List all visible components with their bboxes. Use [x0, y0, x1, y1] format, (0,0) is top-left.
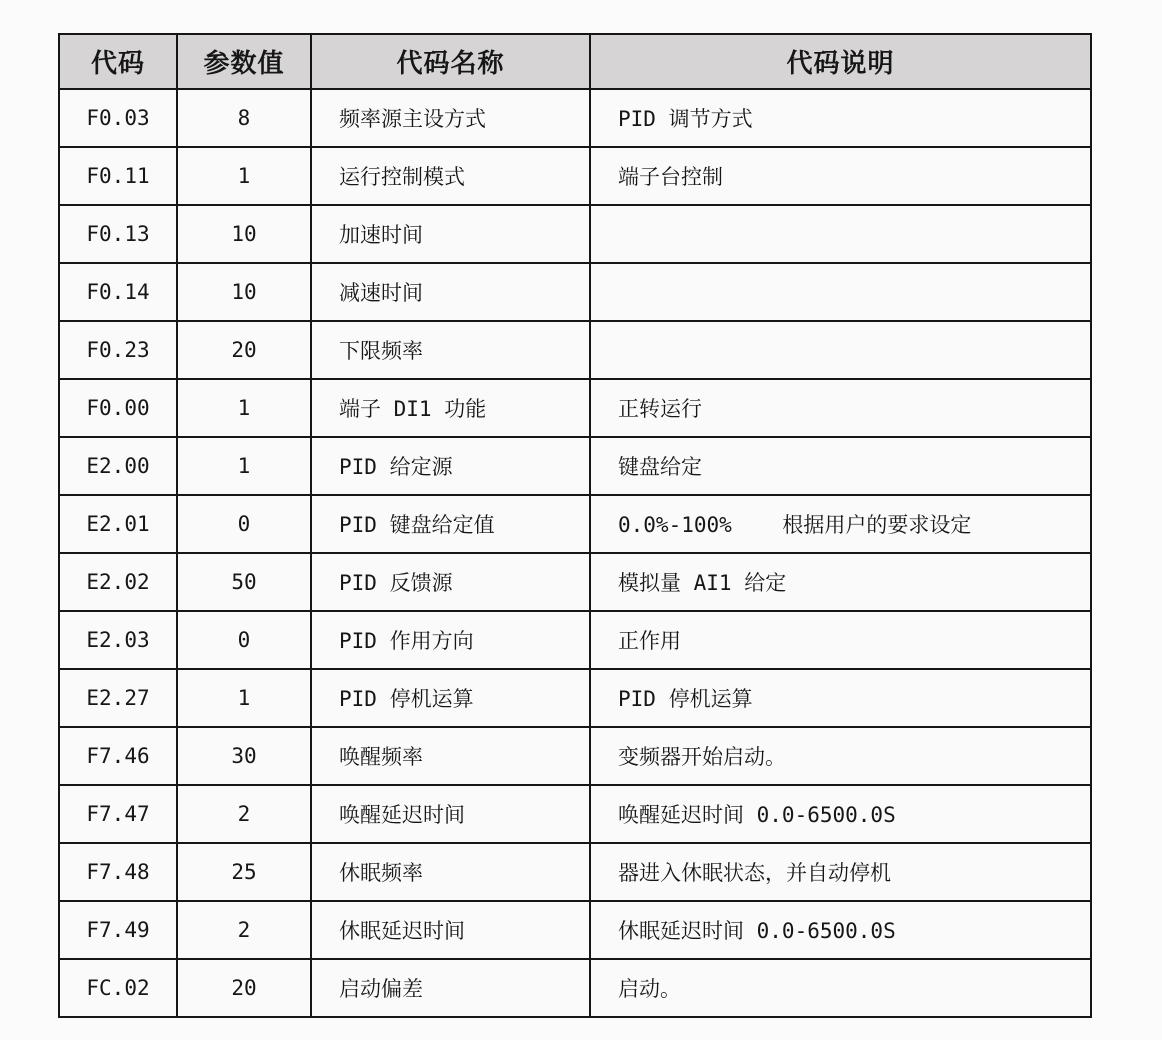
code-cell: E2.01: [59, 495, 177, 553]
code-cell: F0.03: [59, 89, 177, 147]
value-cell: 1: [177, 437, 311, 495]
desc-cell: 启动。: [590, 959, 1091, 1017]
table-row: [59, 437, 1091, 495]
desc-cell: 休眠延迟时间 0.0-6500.0S: [590, 901, 1091, 959]
desc-cell: 唤醒延迟时间 0.0-6500.0S: [590, 785, 1091, 843]
table-row: [59, 147, 1091, 205]
desc-cell: 键盘给定: [590, 437, 1091, 495]
desc-cell: [590, 205, 1091, 263]
code-cell: F7.48: [59, 843, 177, 901]
code-cell: F0.00: [59, 379, 177, 437]
name-cell: 下限频率: [311, 321, 590, 379]
table-header-row: [59, 34, 1091, 89]
table-row: [59, 495, 1091, 553]
table-row: [59, 785, 1091, 843]
name-cell: PID 反馈源: [311, 553, 590, 611]
header-name: 代码名称: [311, 34, 590, 89]
desc-cell: 正作用: [590, 611, 1091, 669]
header-value: 参数值: [177, 34, 311, 89]
value-cell: 20: [177, 321, 311, 379]
desc-cell: 模拟量 AI1 给定: [590, 553, 1091, 611]
name-cell: 端子 DI1 功能: [311, 379, 590, 437]
desc-cell: 端子台控制: [590, 147, 1091, 205]
desc-cell: PID 调节方式: [590, 89, 1091, 147]
name-cell: 休眠频率: [311, 843, 590, 901]
desc-cell: [590, 321, 1091, 379]
value-cell: 8: [177, 89, 311, 147]
name-cell: 加速时间: [311, 205, 590, 263]
value-cell: 20: [177, 959, 311, 1017]
value-cell: 0: [177, 495, 311, 553]
table-row: [59, 669, 1091, 727]
desc-cell: [590, 263, 1091, 321]
value-cell: 10: [177, 263, 311, 321]
name-cell: PID 键盘给定值: [311, 495, 590, 553]
name-cell: PID 给定源: [311, 437, 590, 495]
code-cell: F7.46: [59, 727, 177, 785]
desc-cell: 变频器开始启动。: [590, 727, 1091, 785]
table-row: [59, 263, 1091, 321]
value-cell: 1: [177, 147, 311, 205]
name-cell: PID 停机运算: [311, 669, 590, 727]
name-cell: 运行控制模式: [311, 147, 590, 205]
code-cell: FC.02: [59, 959, 177, 1017]
value-cell: 2: [177, 785, 311, 843]
code-cell: E2.03: [59, 611, 177, 669]
value-cell: 25: [177, 843, 311, 901]
code-cell: F0.14: [59, 263, 177, 321]
table-row: [59, 321, 1091, 379]
name-cell: 启动偏差: [311, 959, 590, 1017]
name-cell: PID 作用方向: [311, 611, 590, 669]
value-cell: 1: [177, 379, 311, 437]
name-cell: 休眠延迟时间: [311, 901, 590, 959]
value-cell: 30: [177, 727, 311, 785]
value-cell: 10: [177, 205, 311, 263]
desc-cell: 正转运行: [590, 379, 1091, 437]
parameter-table-container: [58, 33, 1092, 1018]
name-cell: 唤醒频率: [311, 727, 590, 785]
table-row: [59, 89, 1091, 147]
code-cell: F7.49: [59, 901, 177, 959]
name-cell: 减速时间: [311, 263, 590, 321]
header-desc: 代码说明: [590, 34, 1091, 89]
desc-cell: 0.0%-100% 根据用户的要求设定: [590, 495, 1091, 553]
table-row: [59, 553, 1091, 611]
parameter-table: [58, 33, 1092, 1018]
header-code: 代码: [59, 34, 177, 89]
desc-cell: 器进入休眠状态，并自动停机: [590, 843, 1091, 901]
code-cell: E2.27: [59, 669, 177, 727]
code-cell: F0.13: [59, 205, 177, 263]
code-cell: E2.00: [59, 437, 177, 495]
table-row: [59, 901, 1091, 959]
table-row: [59, 843, 1091, 901]
code-cell: F0.11: [59, 147, 177, 205]
value-cell: 2: [177, 901, 311, 959]
table-row: [59, 727, 1091, 785]
code-cell: E2.02: [59, 553, 177, 611]
value-cell: 50: [177, 553, 311, 611]
name-cell: 频率源主设方式: [311, 89, 590, 147]
value-cell: 1: [177, 669, 311, 727]
value-cell: 0: [177, 611, 311, 669]
name-cell: 唤醒延迟时间: [311, 785, 590, 843]
code-cell: F7.47: [59, 785, 177, 843]
desc-cell: PID 停机运算: [590, 669, 1091, 727]
table-row: [59, 959, 1091, 1017]
table-row: [59, 205, 1091, 263]
code-cell: F0.23: [59, 321, 177, 379]
table-row: [59, 379, 1091, 437]
table-row: [59, 611, 1091, 669]
